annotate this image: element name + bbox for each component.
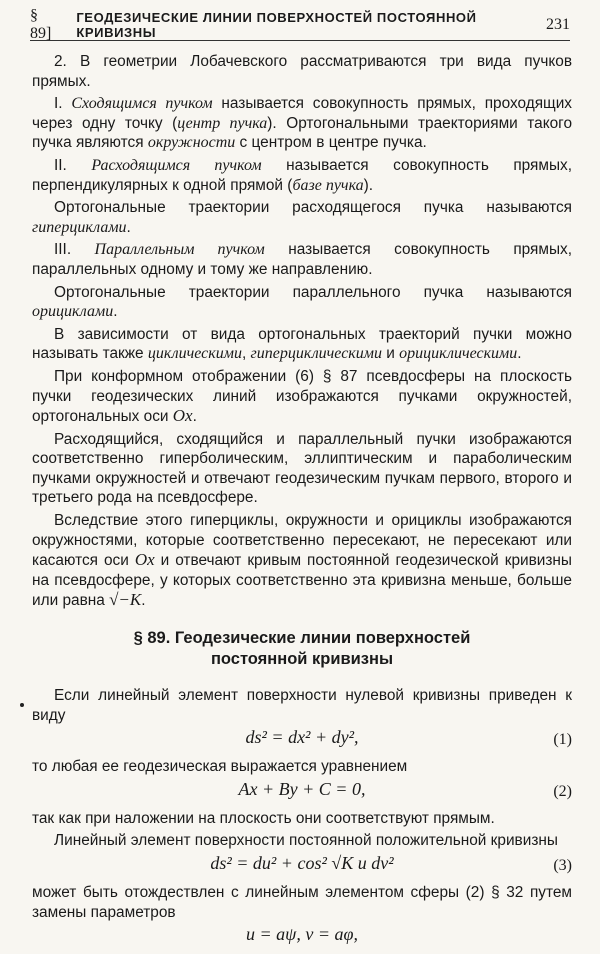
text: называется совокупность прямых, проходящих через одну точку ( [32, 95, 572, 132]
paragraph-converging-pencil [32, 94, 572, 153]
term-diverging-pencil: Расходящимся пучком [91, 156, 262, 174]
equation-3 [32, 854, 572, 879]
term-pencil-base: базе пучка [292, 176, 364, 194]
text: I. [54, 95, 72, 113]
text: с центром в центре пучка. [235, 134, 427, 152]
section-heading-line2: постоянной кривизны [210, 650, 394, 669]
math-ox: Ox [172, 406, 193, 426]
paragraph-consequence [32, 511, 572, 611]
page-body [32, 50, 572, 954]
text: В зависимости от вида ортогональных траекторий пучки можно называть также [32, 325, 572, 363]
section-heading [32, 628, 572, 670]
text: III. [54, 241, 95, 259]
equation-4-formula: u = aψ, v = aφ, [246, 924, 358, 945]
equation-2-number: (2) [553, 782, 572, 800]
page-number: 231 [546, 16, 570, 33]
term-hypercyclic: гиперциклическими [250, 345, 382, 363]
paragraph-conformal-map [32, 367, 572, 427]
running-header [30, 7, 570, 42]
text: , [241, 345, 251, 363]
equation-1-number: (1) [553, 731, 572, 749]
print-speck [20, 703, 24, 707]
paragraph-zero-curvature: Если линейный элемент поверхности нулевой кривизны приведен к виду [32, 687, 572, 724]
term-converging-pencil: Сходящимся пучком [71, 95, 213, 113]
text: . [192, 408, 197, 426]
term-hypercycles: гиперциклами [32, 218, 127, 236]
equation-3-number: (3) [553, 857, 572, 874]
paragraph-planar-correspondence: так как при наложении на плоскость они соответствуют прямым. [32, 809, 495, 827]
paragraph-geodesic-line: то любая ее геодезическая выражается уравнением [32, 758, 408, 776]
math-sqrt-minus-k: √−K [109, 590, 142, 610]
text: Вследствие этого гиперциклы, окружности и орициклы изображаются окружностями, которые соответственно пересекают, не пересекают или касаются оси [32, 512, 572, 570]
equation-2-formula: Ax + By + C = 0, [238, 778, 366, 799]
text: называется совокупность прямых, перпендикулярных к одной прямой ( [32, 156, 572, 194]
paragraph-pencil-images: Расходящийся, сходящийся и параллельный пучки изображаются соответственно гиперболическим, эллиптическим и параболическим пучками окружностей и отвечают геодезическим пучкам первого, второго и третьего рода на псевдосфере. [32, 430, 572, 507]
paragraph-diverging-pencil [32, 156, 572, 195]
text: Ортогональные траектории расходящегося пучка называются [54, 199, 572, 217]
paragraph-positive-curvature: Линейный элемент поверхности постоянной положительной кривизны [54, 832, 558, 850]
term-pencil-center: центр пучка [177, 114, 268, 132]
term-parallel-pencil: Параллельным пучком [94, 241, 265, 259]
math-ox: Ox [134, 550, 155, 570]
text: ). Ортогональными траекториями такого пучка являются [32, 114, 573, 152]
text: ). [363, 176, 374, 194]
text: . [126, 218, 131, 236]
paragraph-sphere-identification: может быть отождествлен с линейным элементом сферы (2) § 32 путем замены параметров [32, 884, 572, 921]
term-horocyclic: орициклическими [399, 345, 518, 363]
equation-1 [32, 728, 572, 753]
paragraph-hypercycles [32, 198, 572, 237]
paragraph-intro: 2. В геометрии Лобачевского рассматриваются три вида пучков прямых. [32, 53, 572, 90]
text: . [113, 303, 118, 321]
text: II. [54, 156, 92, 174]
equation-2 [32, 780, 572, 805]
header-running-title: ГЕОДЕЗИЧЕСКИЕ ЛИНИИ ПОВЕРХНОСТЕЙ ПОСТОЯННОЙ КРИВИЗНЫ [76, 10, 477, 40]
equation-3-formula: ds² = du² + cos² √K u dv² [210, 853, 394, 873]
text: При конформном отображении (6) § 87 псевдосферы на плоскость пучки геодезических линий изображаются пучками окружностей, ортогональных оси [32, 367, 572, 426]
term-cyclic: циклическими [147, 345, 242, 363]
text: . [141, 592, 146, 610]
paragraph-parallel-pencil [32, 240, 572, 279]
paragraph-pencil-types [32, 325, 572, 364]
text: называется совокупность прямых, параллельных одному и тому же направлению. [32, 241, 572, 278]
equation-1-formula: ds² = dx² + dy², [245, 727, 359, 748]
header-section-mark: § 89] [30, 7, 52, 42]
text: . [517, 345, 522, 363]
paragraph-horocycles [32, 283, 572, 322]
equation-4 [32, 925, 572, 950]
text: и [382, 345, 400, 363]
term-horocycles: орициклами [32, 303, 114, 321]
section-heading-line1: § 89. Геодезические линии поверхностей [133, 629, 471, 648]
term-circles: окружности [147, 134, 236, 152]
text: и отвечают кривым постоянной геодезической кривизны на псевдосфере, у которых соответственно эта кривизна меньше, больше или равна [32, 552, 572, 610]
text: Ортогональные траектории параллельного пучка называются [54, 283, 572, 301]
